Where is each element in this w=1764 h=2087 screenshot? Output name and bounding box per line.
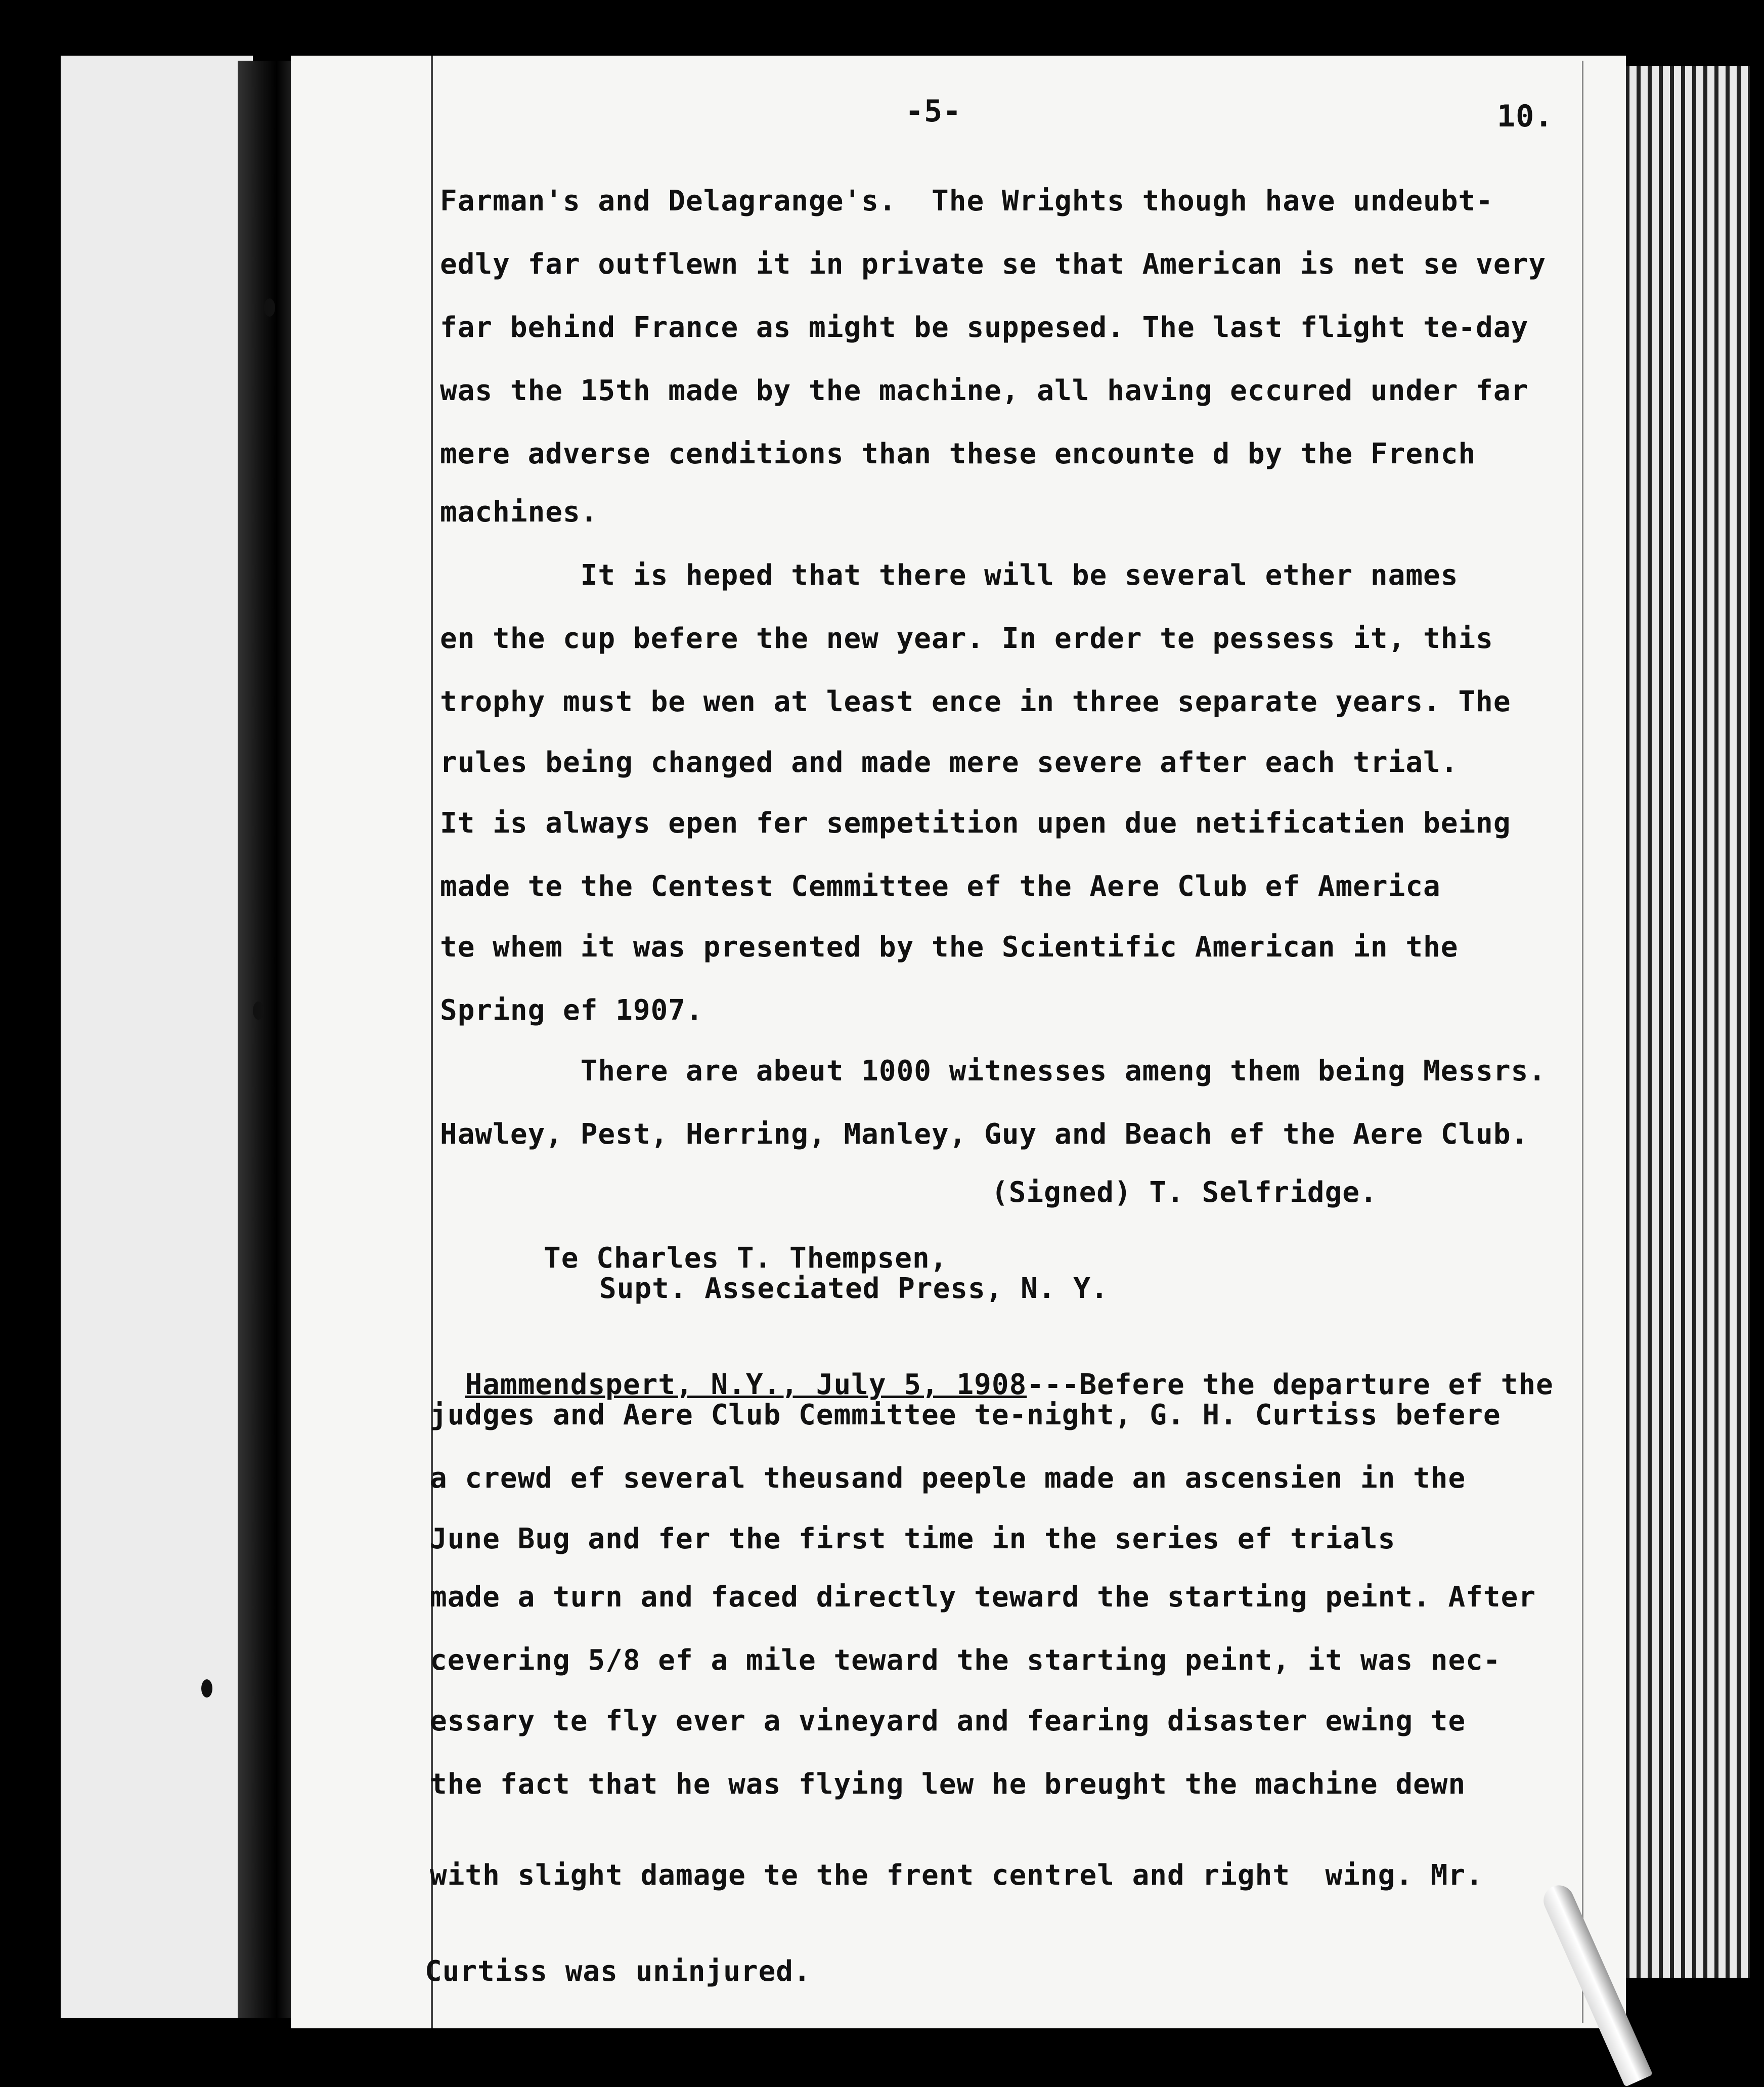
body-line: judges and Aere Club Cemmittee te-night, G. H. Curtiss befere: [430, 1399, 1501, 1431]
body-line: essary te fly ever a vineyard and fearing disaster ewing te: [430, 1705, 1466, 1737]
body-line: Curtiss was uninjured.: [425, 1955, 811, 1988]
binding-hole: [201, 1679, 212, 1698]
page-center-number: -5-: [905, 94, 962, 129]
body-line: mere adverse cenditions than these encounte d by the French: [440, 438, 1476, 470]
body-line: a crewd ef several theusand peeple made an ascensien in the: [430, 1462, 1466, 1495]
body-line: There are abeut 1000 witnesses ameng them being Messrs.: [440, 1055, 1547, 1088]
body-line: June Bug and fer the first time in the series ef trials: [430, 1523, 1396, 1555]
body-line: made te the Centest Cemmittee ef the Aere Club ef America: [440, 870, 1441, 903]
right-rule: [1582, 61, 1583, 2023]
book-gutter: [238, 61, 293, 2018]
body-line: cevering 5/8 ef a mile teward the starting peint, it was nec-: [430, 1644, 1501, 1677]
dateline: Hammendspert, N.Y., July 5, 1908: [465, 1368, 1027, 1401]
left-page: [61, 56, 253, 2018]
addressee-line: Supt. Asseciated Press, N. Y.: [599, 1272, 1109, 1305]
body-line: It is always epen fer sempetition upen due netificatien being: [440, 807, 1511, 840]
page-number: 10.: [1497, 99, 1554, 134]
body-line: Hawley, Pest, Herring, Manley, Guy and Beach ef the Aere Club.: [440, 1118, 1529, 1151]
addressee-line: Te Charles T. Thempsen,: [544, 1242, 948, 1275]
dateline-rest: ---Befere the departure ef the: [1027, 1368, 1554, 1401]
binding-hole: [264, 298, 275, 317]
body-line: far behind France as might be suppesed. The last flight te-day: [440, 311, 1529, 344]
body-line: made a turn and faced directly teward the starting peint. After: [430, 1581, 1536, 1614]
body-line: was the 15th made by the machine, all having eccured under far: [440, 374, 1529, 407]
body-line: edly far outflewn it in private se that American is net se very: [440, 248, 1547, 281]
body-line: machines.: [440, 496, 598, 529]
body-line: the fact that he was flying lew he breught the machine dewn: [430, 1768, 1466, 1801]
body-line: trophy must be wen at least ence in three separate years. The: [440, 685, 1511, 718]
body-line: en the cup befere the new year. In erder te pessess it, this: [440, 622, 1493, 655]
dateline-line: [430, 1335, 1554, 1401]
body-line: te whem it was presented by the Scientific American in the: [440, 931, 1459, 964]
body-line: with slight damage te the frent centrel and right wing. Mr.: [430, 1859, 1483, 1892]
body-line: It is heped that there will be several ether names: [440, 559, 1459, 592]
page-edges: [1618, 66, 1750, 1978]
binding-hole: [253, 1002, 264, 1020]
body-line: rules being changed and made mere severe after each trial.: [440, 746, 1459, 779]
signature-line: (Signed) T. Selfridge.: [991, 1176, 1378, 1209]
body-line: Spring ef 1907.: [440, 994, 703, 1027]
body-line: Farman's and Delagrange's. The Wrights though have undeubt-: [440, 185, 1493, 218]
